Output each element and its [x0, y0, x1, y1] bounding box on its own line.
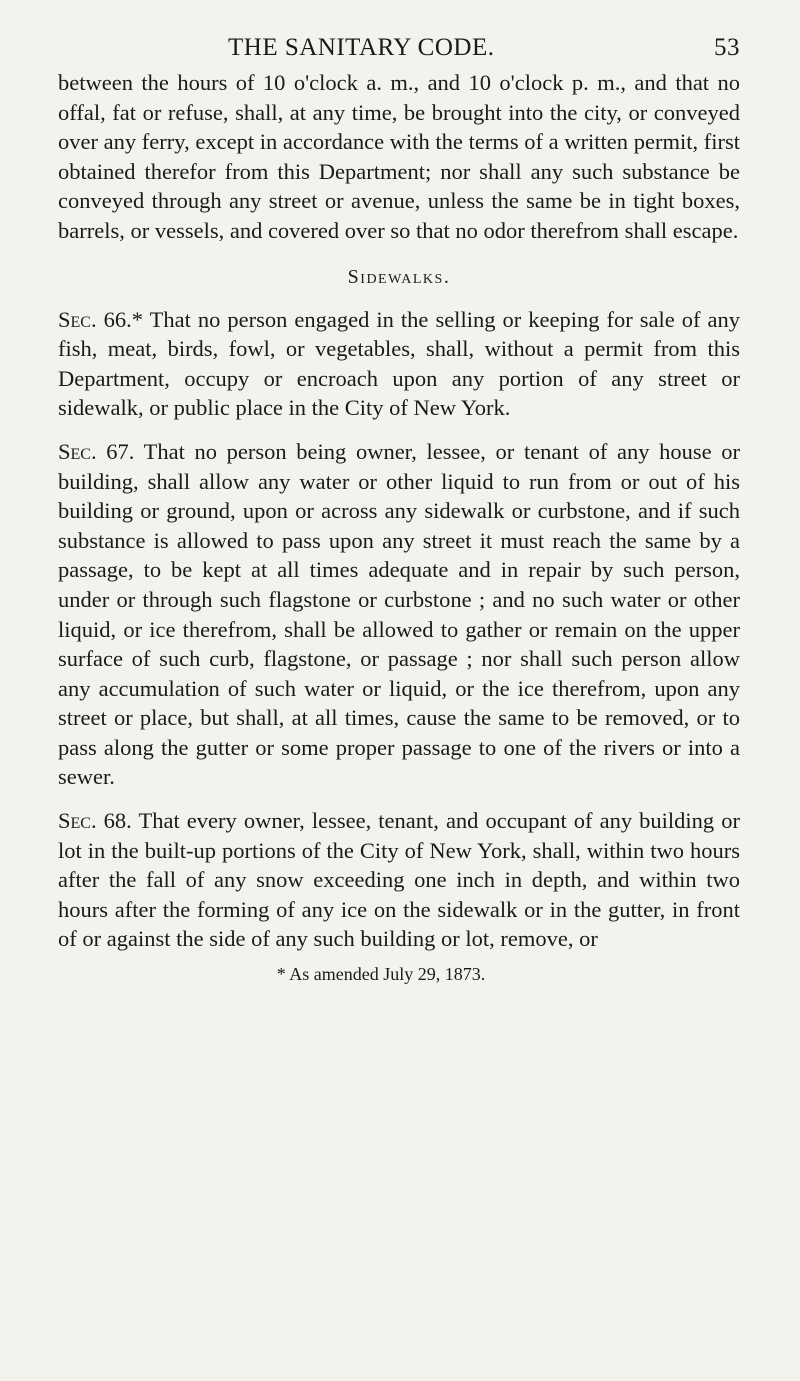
running-title: THE SANITARY CODE. — [228, 34, 495, 61]
section-66 — [58, 305, 740, 423]
footnote: * As amended July 29, 1873. — [276, 964, 486, 985]
page-number: 53 — [714, 34, 740, 61]
section-label: Sec. 66.* — [58, 306, 143, 332]
section-67 — [58, 437, 740, 792]
section-68 — [58, 806, 740, 954]
section-label: Sec. 68. — [58, 808, 132, 834]
section-text: That every owner, lessee, tenant, and occupant of any building or lot in the built-up portions of the City of New York, shall, within two hours after the fall of any snow exceeding one inch in depth, and within two hours after the forming of any ice on the sidewalk or in the gutter, in front of or against the side of any such building or lot, remove, or — [58, 808, 740, 952]
section-heading: Sidewalks. — [347, 265, 451, 288]
section-label: Sec. 67. — [58, 438, 135, 464]
section-text: That no person being owner, lessee, or tenant of any house or building, shall allow any water or other liquid to run from or out of his building or ground, upon or across any sidewalk or curbstone, and if such substance is allowed to pass upon any street it must reach the same by a passage, to be kept at all times adequate and in repair by such person, under or through such flagstone or curbstone ; and no such water or other liquid, or ice therefrom, shall be allowed to gather or remain on the upper surface of such curb, flagstone, or passage ; nor shall such person allow any accumulation of such water or liquid, or the ice therefrom, upon any street or place, but shall, at all times, cause the same to be removed, or to pass along the gutter or some proper passage to one of the rivers or into a sewer. — [58, 438, 740, 790]
intro-paragraph: between the hours of 10 o'clock a. m., and 10 o'clock p. m., and that no offal, fat or refuse, shall, at any time, be brought into the city, or conveyed over any ferry, except in accordance with the terms of a written permit, first obtained therefor from this Department; nor shall any such substance be conveyed through any street or avenue, unless the same be in tight boxes, barrels, or vessels, and covered over so that no odor therefrom shall escape. — [58, 70, 740, 243]
running-head — [58, 26, 740, 68]
section-text: That no person engaged in the selling or keeping for sale of any fish, meat, birds, fowl, or vegetables, shall, without a permit from this Department, occupy or encroach upon any portion of any street or sidewalk, or public place in the City of New York. — [58, 306, 741, 421]
